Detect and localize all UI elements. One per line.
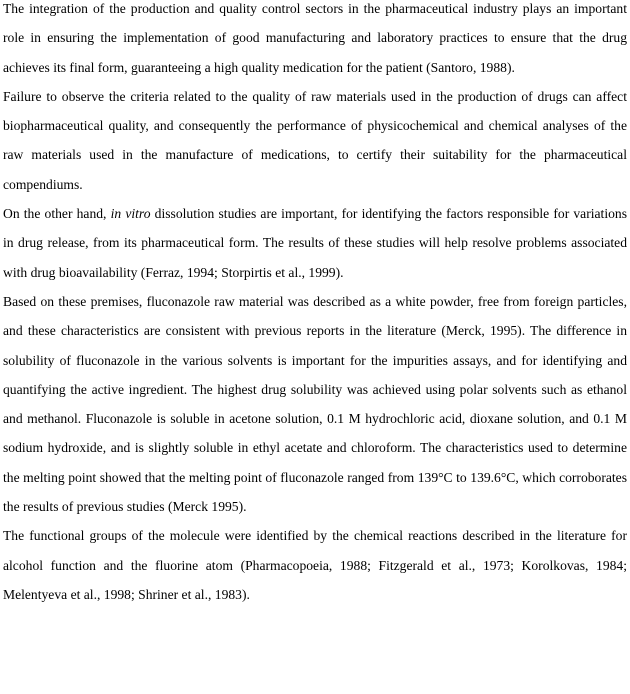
paragraph-dissolution-studies	[3, 199, 627, 287]
paragraph-raw-material-criteria	[3, 82, 627, 199]
paragraph-production-quality-control	[3, 0, 627, 82]
paragraph-text: Failure to observe the criteria related to the quality of raw materials used in the production of drugs can affect biopharmaceutical quality, and consequently the performance of physicochemical and chemical analyses of the raw materials used in the manufacture of medications, to certify their suitability for the pharmaceutical compendiums.	[3, 88, 627, 192]
paragraph-functional-groups	[3, 521, 627, 609]
paragraph-fluconazole-description	[3, 287, 627, 521]
paragraph-text: Based on these premises, fluconazole raw material was described as a white powder, free from foreign particles, and these characteristics are consistent with previous reports in the literature (Merck, 1995). The difference in solubility of fluconazole in the various solvents is important for the impurities assays, and for identifying and quantifying the active ingredient. The highest drug solubility was achieved using polar solvents such as ethanol and methanol. Fluconazole is soluble in acetone solution, 0.1 M hydrochloric acid, dioxane solution, and 0.1 M sodium hydroxide, and is slightly soluble in ethyl acetate and chloroform. The characteristics used to determine the melting point showed that the melting point of fluconazole ranged from 139°C to 139.6°C, which corroborates the results of previous studies (Merck 1995).	[3, 293, 627, 515]
paragraph-text: The functional groups of the molecule were identified by the chemical reactions described in the literature for alcohol function and the fluorine atom (Pharmacopoeia, 1988; Fitzgerald et al., 1973; Korolkovas, 1984; Melentyeva et al., 1998; Shriner et al., 1983).	[3, 528, 627, 602]
paragraph-text: On the other hand,	[3, 206, 111, 222]
paragraph-italic-term: in vitro	[110, 206, 151, 222]
paragraph-text: The integration of the production and quality control sectors in the pharmaceutical industry plays an important role in ensuring the implementation of good manufacturing and laboratory practices to ensure that the drug achieves its final form, guaranteeing a high quality medication for the patient (Santoro, 1988).	[3, 1, 627, 75]
paragraph-text: dissolution studies are important, for identifying the factors responsible for variations in drug release, from its pharmaceutical form. The results of these studies will help resolve problems associated with drug bioavailability (Ferraz, 1994; Storpirtis et al., 1999).	[3, 206, 627, 280]
